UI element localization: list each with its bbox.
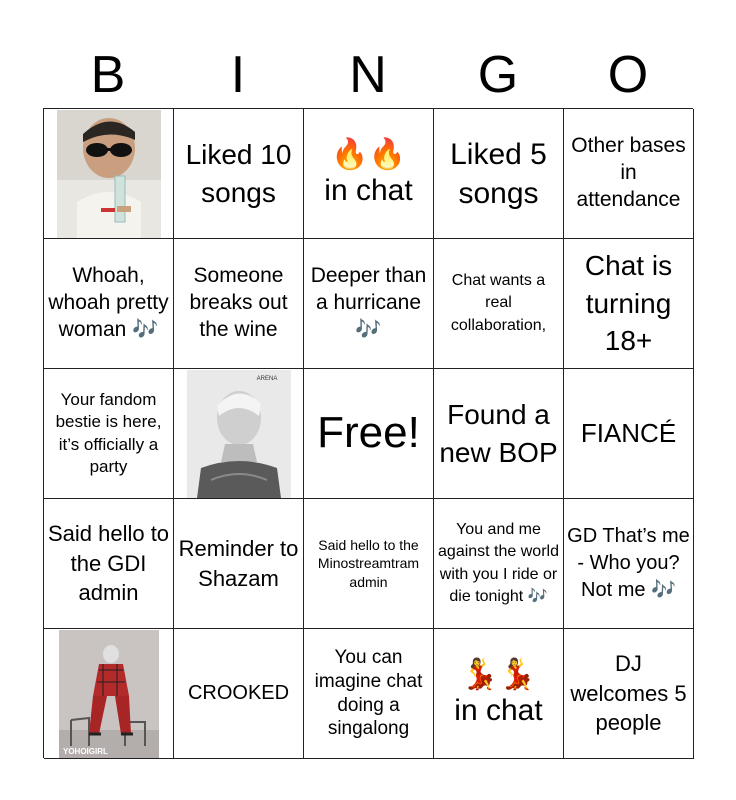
cell-text: Someone breaks out the wine [189, 264, 288, 341]
bingo-cell-r4c5[interactable] [564, 499, 694, 629]
bingo-cell-r4c4[interactable] [434, 499, 564, 629]
cell-text: You can imagine chat doing a singalong [314, 647, 423, 740]
cell-text: GD That’s me - Who you? Not me 🎶 [567, 525, 690, 601]
bingo-cell-r2c3[interactable] [304, 239, 434, 369]
bingo-cell-r5c2[interactable] [174, 629, 304, 759]
bingo-cell-r1c5[interactable] [564, 109, 694, 239]
arena-magazine-photo [187, 370, 291, 498]
cell-text: CROOKED [187, 682, 290, 704]
header-letter-n: N [349, 46, 387, 104]
bingo-cell-r5c1[interactable] [44, 629, 174, 759]
cell-text: Found a new BOP [439, 398, 558, 468]
bingo-grid [43, 108, 693, 758]
cell-text: Your fandom bestie is here, it’s officially a party [55, 390, 162, 476]
bingo-cell-r3c2[interactable] [174, 369, 304, 499]
header-letter-o: O [607, 46, 649, 104]
cell-text: in chat [454, 693, 543, 727]
bingo-cell-r1c4[interactable] [434, 109, 564, 239]
bingo-cell-r2c5[interactable] [564, 239, 694, 369]
bingo-cell-r2c1[interactable] [44, 239, 174, 369]
bingo-cell-r5c5[interactable] [564, 629, 694, 759]
cell-text: DJ welcomes 5 people [570, 650, 687, 736]
bingo-cell-r2c4[interactable] [434, 239, 564, 369]
bingo-cell-r3c5[interactable] [564, 369, 694, 499]
arena-caption: ARENA [256, 375, 277, 382]
cell-text: in chat [324, 173, 413, 207]
bingo-cell-r5c4[interactable] [434, 629, 564, 759]
bingo-cell-r1c3[interactable] [304, 109, 434, 239]
bingo-cell-free[interactable] [304, 369, 434, 499]
cell-text: Liked 5 songs [450, 137, 547, 210]
bingo-cell-r4c1[interactable] [44, 499, 174, 629]
bingo-cell-r3c1[interactable] [44, 369, 174, 499]
bingo-header [43, 42, 693, 108]
fire-emoji-icon: 🔥🔥 [331, 137, 406, 171]
cell-text: Said hello to the GDI admin [47, 520, 170, 606]
sunglasses-man-photo [57, 110, 161, 238]
cell-text: Liked 10 songs [185, 138, 292, 208]
cell-text: Whoah, whoah pretty woman 🎶 [48, 264, 169, 341]
free-space-text: Free! [317, 408, 420, 458]
cell-text: Deeper than a hurricane 🎶 [310, 264, 427, 341]
photo-watermark: YOHOIGIRL [62, 746, 108, 756]
cell-text: Reminder to Shazam [178, 535, 299, 591]
cell-text: FIANCÉ [580, 417, 677, 448]
bingo-cell-r4c2[interactable] [174, 499, 304, 629]
cell-text: Chat wants a real collaboration, [450, 271, 547, 334]
bingo-cell-r5c3[interactable] [304, 629, 434, 759]
cell-text: Chat is turning 18+ [584, 249, 673, 357]
dancer-emoji-icon: 💃💃 [461, 657, 536, 691]
header-letter-g: G [477, 46, 519, 104]
bingo-cell-r1c2[interactable] [174, 109, 304, 239]
bingo-cell-r1c1[interactable] [44, 109, 174, 239]
cell-text: You and me against the world with you I ride or die tonight 🎶 [438, 520, 559, 605]
cell-text: Other bases in attendance [571, 134, 686, 211]
bingo-cell-r4c3[interactable] [304, 499, 434, 629]
header-letter-i: I [230, 46, 246, 104]
plaid-suit-photo [59, 630, 159, 758]
cell-text: Said hello to the Minostreamtram admin [317, 537, 420, 590]
header-letter-b: B [90, 46, 126, 104]
bingo-cell-r2c2[interactable] [174, 239, 304, 369]
bingo-cell-r3c4[interactable] [434, 369, 564, 499]
